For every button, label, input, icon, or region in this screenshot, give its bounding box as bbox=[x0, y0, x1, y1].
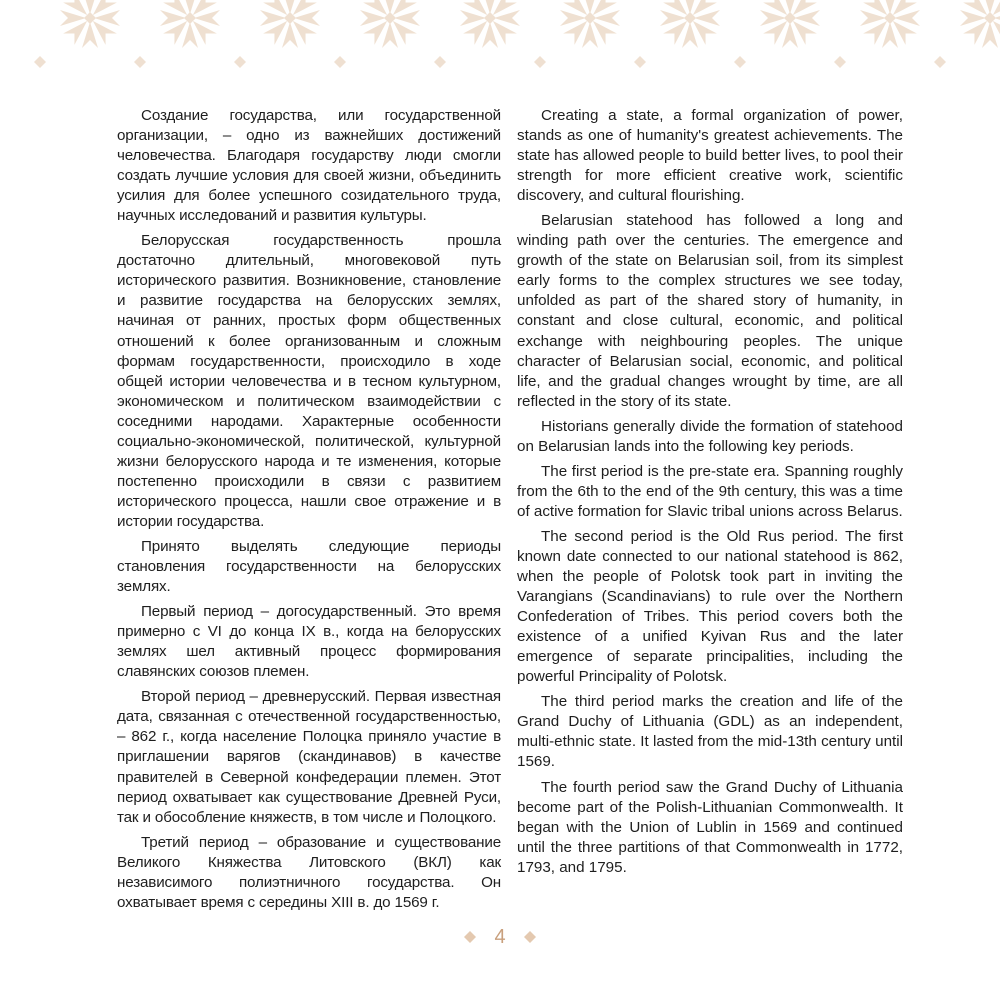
star-snowflake-icon bbox=[160, 0, 220, 48]
star-snowflake-icon bbox=[960, 0, 1000, 48]
star-snowflake-icon bbox=[260, 0, 320, 48]
diamond-icon bbox=[734, 56, 746, 68]
diamond-icon bbox=[524, 931, 536, 943]
star-snowflake-icon bbox=[860, 0, 920, 48]
star-snowflake-icon bbox=[60, 0, 120, 48]
en-paragraph: Historians generally divide the formation of statehood on Belarusian lands into the following key periods. bbox=[517, 417, 903, 455]
en-paragraph: The first period is the pre-state era. Spanning roughly from the 6th to the end of the 9th century, this was a time of active formation for Slavic tribal unions across Belarus. bbox=[517, 462, 903, 520]
en-paragraph: Belarusian statehood has followed a long and winding path over the centuries. The emergence and growth of the state on Belarusian soil, from its simplest early forms to the complex structures we see today, unfolded as part of the shared story of humanity, in constant and close cultural, economic, and political exchange with neighbouring peoples. The unique character of Belarusian social, economic, and political life, and the gradual changes wrought by time, are all reflected in the story of its state. bbox=[517, 212, 903, 410]
diamond-icon bbox=[334, 56, 346, 68]
en-paragraph: The second period is the Old Rus period. The first known date connected to our national statehood is 862, when the people of Polotsk took part in inviting the Varangians (Scandinavians) to rule over the Northern Confederation of Tribes. This period covers both the existence of a unified Kyivan Rus and the later emergence of separate principalities, including the powerful Principality of Polotsk. bbox=[517, 527, 903, 686]
ru-paragraph: Второй период – древнерусский. Первая известная дата, связанная с отечественной государственностью, – 862 г., когда население Полоцка приняло участие в приглашении варягов (скандинавов) в качестве правителей в Северной конфедерации племен. Этот период охватывает как существование Древней Руси, так и обособление княжеств, в том числе и Полоцкого. bbox=[117, 688, 501, 826]
diamond-icon bbox=[234, 56, 246, 68]
diamond-icon bbox=[464, 931, 476, 943]
russian-text-column bbox=[117, 106, 501, 918]
diamond-icon bbox=[134, 56, 146, 68]
star-snowflake-icon bbox=[360, 0, 420, 48]
ornament-band bbox=[0, 0, 1000, 80]
en-paragraph: The third period marks the creation and life of the Grand Duchy of Lithuania (GDL) as an independent, multi-ethnic state. It lasted from the mid-13th century until 1569. bbox=[517, 693, 903, 771]
diamond-icon bbox=[934, 56, 946, 68]
star-snowflake-icon bbox=[460, 0, 520, 48]
page-number: 4 bbox=[494, 925, 506, 948]
diamond-icon bbox=[434, 56, 446, 68]
ru-paragraph: Третий период – образование и существование Великого Княжества Литовского (ВКЛ) как независимого полиэтничного государства. Он охватывает время с середины XIII в. до 1569 г. bbox=[117, 833, 501, 911]
diamond-icon bbox=[34, 56, 46, 68]
star-snowflake-icon bbox=[760, 0, 820, 48]
star-snowflake-icon bbox=[660, 0, 720, 48]
en-paragraph: Creating a state, a formal organization of power, stands as one of humanity's greatest achievements. The state has allowed people to build better lives, to pool their strength for more efficient creative work, scientific discovery, and cultural flourishing. bbox=[517, 107, 903, 205]
star-snowflake-icon bbox=[560, 0, 620, 48]
ru-paragraph: Принято выделять следующие периоды становления государственности на белорусских землях. bbox=[117, 537, 501, 596]
english-text-column bbox=[517, 106, 903, 883]
page-footer bbox=[0, 922, 1000, 952]
en-paragraph: The fourth period saw the Grand Duchy of Lithuania become part of the Polish-Lithuanian Commonwealth. It began with the Union of Lublin in 1569 and continued until the three partitions of that Commonwealth in 1772, 1793, and 1795. bbox=[517, 778, 903, 876]
diamond-icon bbox=[634, 56, 646, 68]
diamond-icon bbox=[834, 56, 846, 68]
ru-paragraph: Первый период – догосударственный. Это время примерно с VI до конца IX в., когда на белорусских землях шел активный процесс формирования славянских союзов племен. bbox=[117, 603, 501, 681]
diamond-icon bbox=[534, 56, 546, 68]
ru-paragraph: Создание государства, или государственной организации, – одно из важнейших достижений человечества. Благодаря государству люди смогли создать лучшие условия для своей жизни, объединить усилия для более успешного созидательного труда, научных исследований и развития культуры. bbox=[117, 107, 501, 225]
ru-paragraph: Белорусская государственность прошла достаточно длительный, многовековой путь исторического развития. Возникновение, становление и развитие государства на белорусских землях, начиная от ранних, простых форм общественных отношений к более организованным и сложным формам государственности, происходило в ходе общей истории человечества и в тесном культурном, экономическом и политическом взаимодействии с соседними народами. Характерные особенности социально-экономической, политической, культурной жизни белорусского народа и те изменения, которые постепенно происходили в связи с развитием исторического процесса, нашли свое отражение и в истории государства. bbox=[117, 232, 501, 530]
